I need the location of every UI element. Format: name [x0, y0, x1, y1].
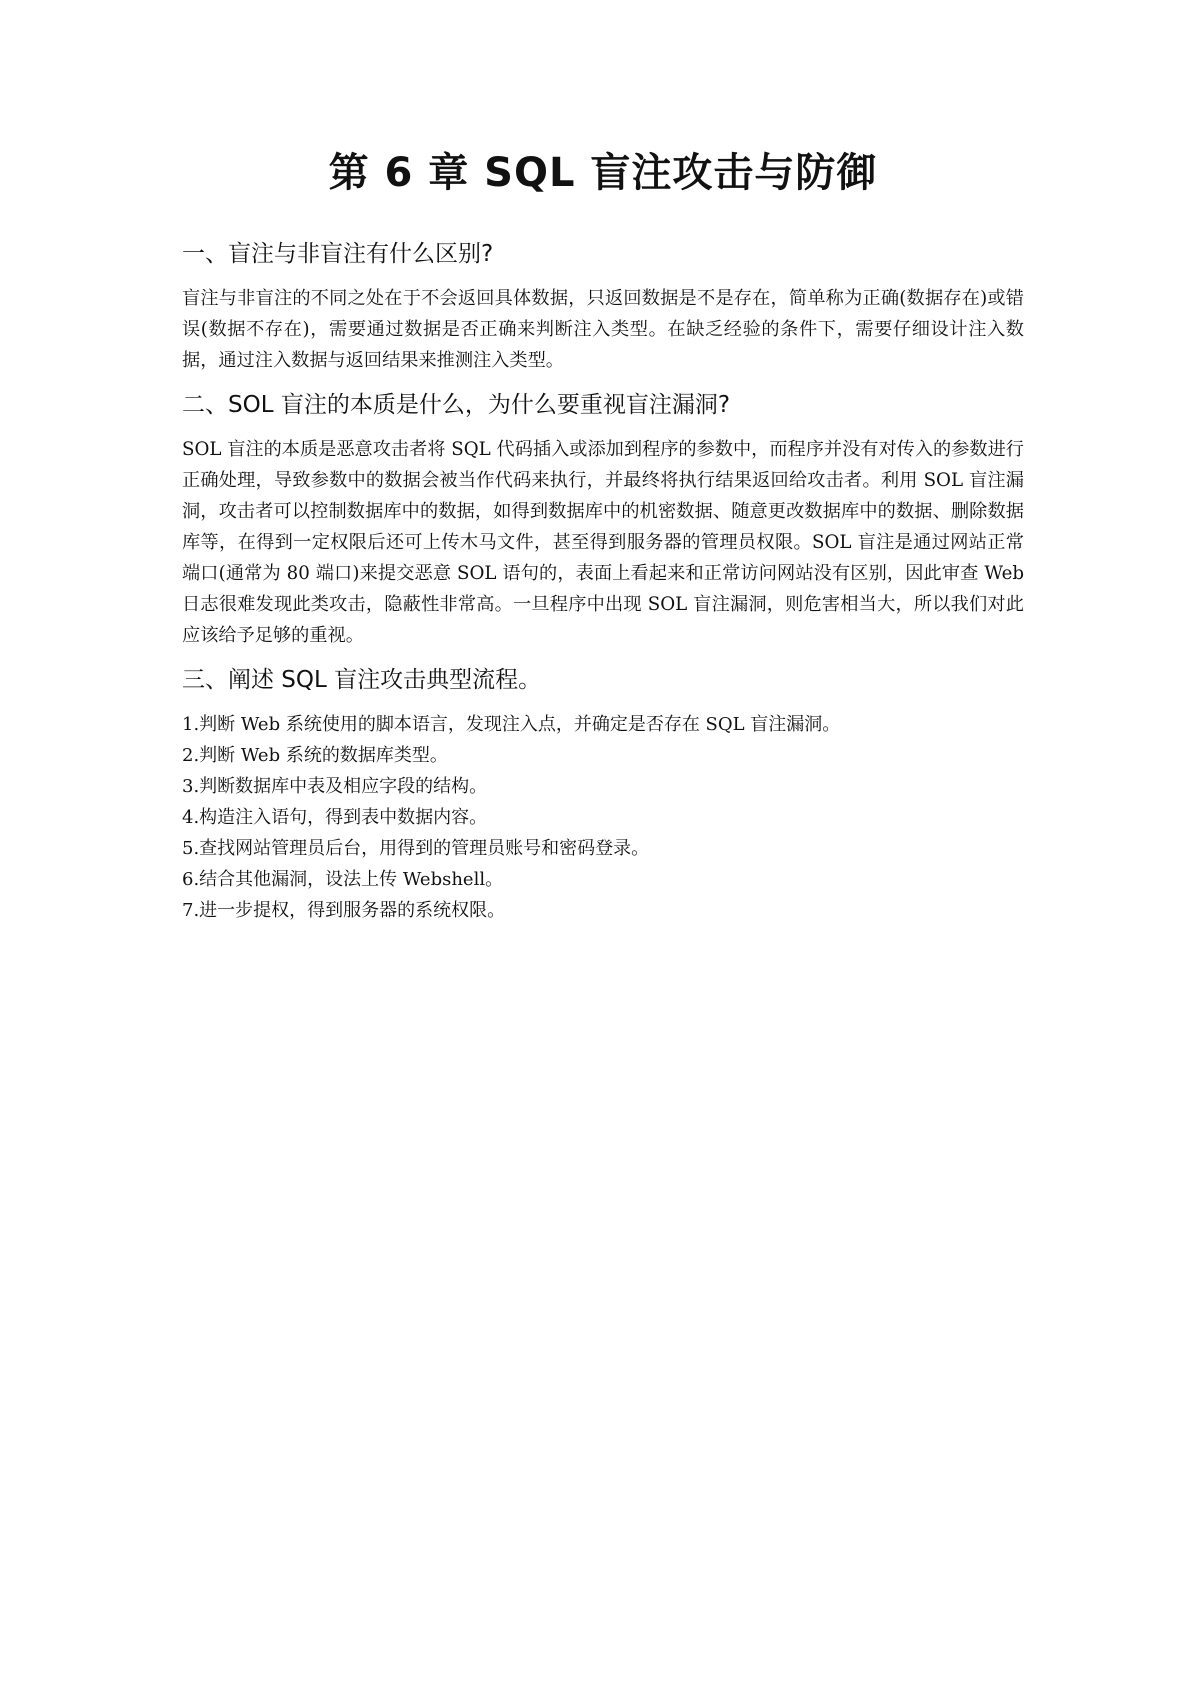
section-heading-2: 二、SOL 盲注的本质是什么，为什么要重视盲注漏洞?: [182, 392, 731, 418]
section-paragraph-2: SOL 盲注的本质是恶意攻击者将 SQL 代码插入或添加到程序的参数中，而程序并没有对传入的参数进行正确处理，导致参数中的数据会被当作代码来执行，并最终将执行结果返回给攻击者。利用 SOL 盲注漏洞，攻击者可以控制数据库中的数据，如得到数据库中的机密数据、随意更改数据库中的数据、删除数据库等，在得到一定权限后还可上传木马文件，甚至得到服务器的管理员权限。SOL 盲注是通过网站正常端口(通常为 80 端口)来提交恶意 SOL 语句的，表面上看起来和正常访问网站没有区别，因此审查 Web 日志很难发现此类攻击，隐蔽性非常高。一旦程序中出现 SOL 盲注漏洞，则危害相当大，所以我们对此应该给予足够的重视。: [182, 439, 1024, 646]
attack-steps-list: [182, 709, 1024, 926]
section-attack-flow: [182, 663, 1024, 926]
section-blind-vs-nonblind: [182, 237, 1024, 376]
document-content: [182, 145, 1024, 926]
step-item: 5.查找网站管理员后台，用得到的管理员账号和密码登录。: [182, 838, 650, 859]
step-item: 7.进一步提权，得到服务器的系统权限。: [182, 900, 506, 921]
chapter-title: 第 6 章 SQL 盲注攻击与防御: [328, 150, 878, 196]
step-item: 6.结合其他漏洞，设法上传 Webshell。: [182, 869, 504, 890]
section-paragraph-1: 盲注与非盲注的不同之处在于不会返回具体数据，只返回数据是不是存在，简单称为正确(数据存在)或错误(数据不存在)，需要通过数据是否正确来判断注入类型。在缺乏经验的条件下，需要仔细设计注入数据，通过注入数据与返回结果来推测注入类型。: [182, 288, 1024, 371]
step-item: 4.构造注入语句，得到表中数据内容。: [182, 807, 488, 828]
section-heading-1: 一、盲注与非盲注有什么区别?: [182, 241, 494, 267]
section-heading-3: 三、阐述 SQL 盲注攻击典型流程。: [182, 667, 542, 693]
step-item: 1.判断 Web 系统使用的脚本语言，发现注入点，并确定是否存在 SQL 盲注漏洞。: [182, 714, 841, 735]
step-item: 2.判断 Web 系统的数据库类型。: [182, 745, 448, 766]
section-essence: [182, 388, 1024, 651]
step-item: 3.判断数据库中表及相应字段的结构。: [182, 776, 488, 797]
